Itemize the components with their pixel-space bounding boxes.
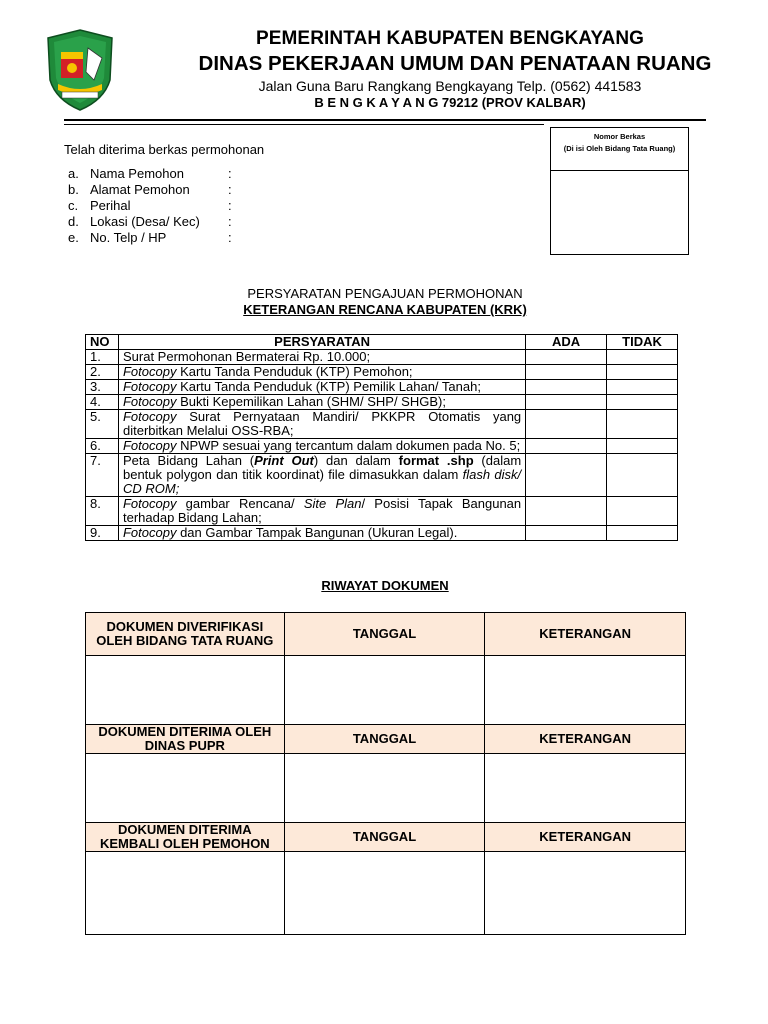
requirement-tidak-checkbox[interactable] [607, 380, 678, 395]
col-no: NO [86, 335, 119, 350]
riwayat-entry-row[interactable] [86, 656, 686, 725]
requirement-row [86, 526, 678, 541]
riwayat-doc-cell[interactable] [86, 852, 285, 935]
requirement-ada-checkbox[interactable] [526, 410, 607, 439]
field-letter: d. [68, 214, 79, 229]
requirement-row [86, 350, 678, 365]
field-letter: b. [68, 182, 79, 197]
requirement-text-part: Fotocopy [122, 364, 177, 379]
applicant-field-row[interactable] [68, 214, 232, 230]
riwayat-doc-cell[interactable] [86, 656, 285, 725]
requirement-ada-checkbox[interactable] [526, 395, 607, 410]
requirements-table [85, 334, 678, 541]
requirement-text-part: Fotocopy [122, 496, 177, 511]
requirement-text-part: NPWP sesuai yang tercantum dalam dokumen pada No. 5; [176, 438, 521, 453]
riwayat-tanggal-label: TANGGAL [284, 725, 485, 754]
requirement-tidak-checkbox[interactable] [607, 526, 678, 541]
riwayat-keterangan-label: KETERANGAN [485, 725, 686, 754]
requirement-number: 4. [86, 395, 119, 410]
applicant-fields [68, 166, 232, 246]
col-persyaratan: PERSYARATAN [118, 335, 525, 350]
field-label: No. Telp / HP [90, 230, 167, 245]
requirement-number: 2. [86, 365, 119, 380]
requirement-row [86, 410, 678, 439]
requirement-row [86, 395, 678, 410]
field-colon: : [228, 182, 232, 197]
riwayat-tanggal-cell[interactable] [284, 656, 485, 725]
field-letter: c. [68, 198, 79, 213]
riwayat-entry-row[interactable] [86, 754, 686, 823]
header-divider-thin [64, 124, 544, 125]
riwayat-header-row [86, 725, 686, 754]
requirement-number: 8. [86, 497, 119, 526]
requirement-ada-checkbox[interactable] [526, 526, 607, 541]
requirement-text-part: format .shp [398, 453, 474, 468]
requirement-tidak-checkbox[interactable] [607, 497, 678, 526]
requirement-ada-checkbox[interactable] [526, 497, 607, 526]
received-text: Telah diterima berkas permohonan [64, 142, 265, 157]
requirement-tidak-checkbox[interactable] [607, 395, 678, 410]
requirement-text-part: flash disk/ CD ROM; [122, 467, 522, 496]
requirement-text [118, 380, 525, 395]
nomor-berkas-box[interactable] [550, 127, 689, 255]
riwayat-doc-label: DOKUMEN DITERIMA KEMBALI OLEH PEMOHON [86, 823, 285, 852]
nomor-berkas-title: Nomor Berkas [593, 132, 646, 141]
riwayat-doc-cell[interactable] [86, 754, 285, 823]
requirement-row [86, 380, 678, 395]
requirement-text-part: Fotocopy [122, 394, 177, 409]
requirement-tidak-checkbox[interactable] [607, 365, 678, 380]
applicant-field-row[interactable] [68, 230, 232, 246]
field-letter: a. [68, 166, 79, 181]
header-divider-thick [64, 119, 706, 121]
requirement-text-part: Bukti Kepemilikan Lahan (SHM/ SHP/ SHGB); [176, 394, 446, 409]
header-government-title: PEMERINTAH KABUPATEN BENGKAYANG [255, 28, 645, 49]
applicant-field-row[interactable] [68, 198, 232, 214]
requirement-text-part: Surat Permohonan Bermaterai Rp. 10.000; [122, 349, 371, 364]
riwayat-tanggal-label: TANGGAL [284, 613, 485, 656]
requirement-ada-checkbox[interactable] [526, 350, 607, 365]
riwayat-keterangan-cell[interactable] [485, 656, 686, 725]
riwayat-tanggal-cell[interactable] [284, 754, 485, 823]
requirement-text [118, 350, 525, 365]
requirement-row [86, 365, 678, 380]
riwayat-keterangan-cell[interactable] [485, 754, 686, 823]
requirement-row [86, 439, 678, 454]
requirement-text [118, 497, 525, 526]
requirement-row [86, 497, 678, 526]
applicant-field-row[interactable] [68, 182, 232, 198]
requirement-ada-checkbox[interactable] [526, 439, 607, 454]
requirement-number: 5. [86, 410, 119, 439]
riwayat-keterangan-cell[interactable] [485, 852, 686, 935]
field-label: Perihal [90, 198, 131, 213]
field-label: Alamat Pemohon [90, 182, 190, 197]
requirement-number: 7. [86, 454, 119, 497]
requirements-header-row [86, 335, 678, 350]
requirement-text [118, 526, 525, 541]
requirement-text-part: dan Gambar Tampak Bangunan (Ukuran Legal). [176, 525, 458, 540]
field-colon: : [228, 166, 232, 181]
col-tidak: TIDAK [607, 335, 678, 350]
riwayat-header-row [86, 823, 686, 852]
field-letter: e. [68, 230, 79, 245]
requirement-tidak-checkbox[interactable] [607, 454, 678, 497]
riwayat-title: RIWAYAT DOKUMEN [321, 578, 449, 593]
col-ada: ADA [526, 335, 607, 350]
requirement-tidak-checkbox[interactable] [607, 410, 678, 439]
requirement-text-part: Print Out [254, 453, 314, 468]
requirements-title: PERSYARATAN PENGAJUAN PERMOHONAN [247, 286, 523, 301]
riwayat-header-row [86, 613, 686, 656]
requirement-text-part: Fotocopy [122, 379, 177, 394]
requirement-text-part: Kartu Tanda Penduduk (KTP) Pemilik Lahan/ Tanah; [176, 379, 481, 394]
header-city: B E N G K A Y A N G 79212 (PROV KALBAR) [314, 95, 586, 110]
header-department-title: DINAS PEKERJAAN UMUM DAN PENATAAN RUANG [198, 52, 712, 75]
requirement-number: 1. [86, 350, 119, 365]
requirement-text [118, 395, 525, 410]
riwayat-entry-row[interactable] [86, 852, 686, 935]
nomor-berkas-subtitle: (Di isi Oleh Bidang Tata Ruang) [563, 144, 676, 153]
field-colon: : [228, 198, 232, 213]
applicant-field-row[interactable] [68, 166, 232, 182]
field-label: Nama Pemohon [90, 166, 184, 181]
requirement-text-part: Site Plan [303, 496, 362, 511]
nomor-berkas-header [551, 128, 688, 171]
field-label: Lokasi (Desa/ Kec) [90, 214, 200, 229]
requirement-tidak-checkbox[interactable] [607, 439, 678, 454]
riwayat-tanggal-label: TANGGAL [284, 823, 485, 852]
riwayat-table [85, 612, 686, 935]
requirement-ada-checkbox[interactable] [526, 365, 607, 380]
riwayat-doc-label: DOKUMEN DIVERIFIKASI OLEH BIDANG TATA RUANG [86, 613, 285, 656]
requirement-text [118, 365, 525, 380]
field-colon: : [228, 214, 232, 229]
requirement-text [118, 454, 525, 497]
requirement-number: 3. [86, 380, 119, 395]
requirement-text-part: ) dan dalam [313, 453, 399, 468]
field-colon: : [228, 230, 232, 245]
requirement-text [118, 410, 525, 439]
requirement-row [86, 454, 678, 497]
requirement-text-part: Fotocopy [122, 409, 177, 424]
riwayat-tanggal-cell[interactable] [284, 852, 485, 935]
requirement-text-part: Kartu Tanda Penduduk (KTP) Pemohon; [176, 364, 413, 379]
requirement-text-part: gambar Rencana/ [176, 496, 304, 511]
riwayat-doc-label: DOKUMEN DITERIMA OLEH DINAS PUPR [86, 725, 285, 754]
requirement-ada-checkbox[interactable] [526, 454, 607, 497]
header-address: Jalan Guna Baru Rangkang Bengkayang Telp. (0562) 441583 [258, 78, 642, 94]
requirement-text-part: Fotocopy [122, 525, 177, 540]
requirement-text-part: Surat Pernyataan Mandiri/ PKKPR Otomatis yang diterbitkan Melalui OSS-RBA; [122, 409, 522, 438]
requirement-tidak-checkbox[interactable] [607, 350, 678, 365]
requirement-ada-checkbox[interactable] [526, 380, 607, 395]
requirement-text-part: / Posisi Tapak Bangunan terhadap Bidang Lahan; [122, 496, 522, 525]
requirement-text [118, 439, 525, 454]
requirement-text-part: (dalam bentuk polygon dan titik koordinat) file dimasukkan dalam [122, 453, 522, 482]
requirement-number: 6. [86, 439, 119, 454]
requirement-text-part: Fotocopy [122, 438, 177, 453]
riwayat-keterangan-label: KETERANGAN [485, 823, 686, 852]
requirements-subtitle: KETERANGAN RENCANA KABUPATEN (KRK) [243, 302, 527, 317]
requirement-text-part: Peta Bidang Lahan ( [122, 453, 255, 468]
requirement-number: 9. [86, 526, 119, 541]
riwayat-keterangan-label: KETERANGAN [485, 613, 686, 656]
